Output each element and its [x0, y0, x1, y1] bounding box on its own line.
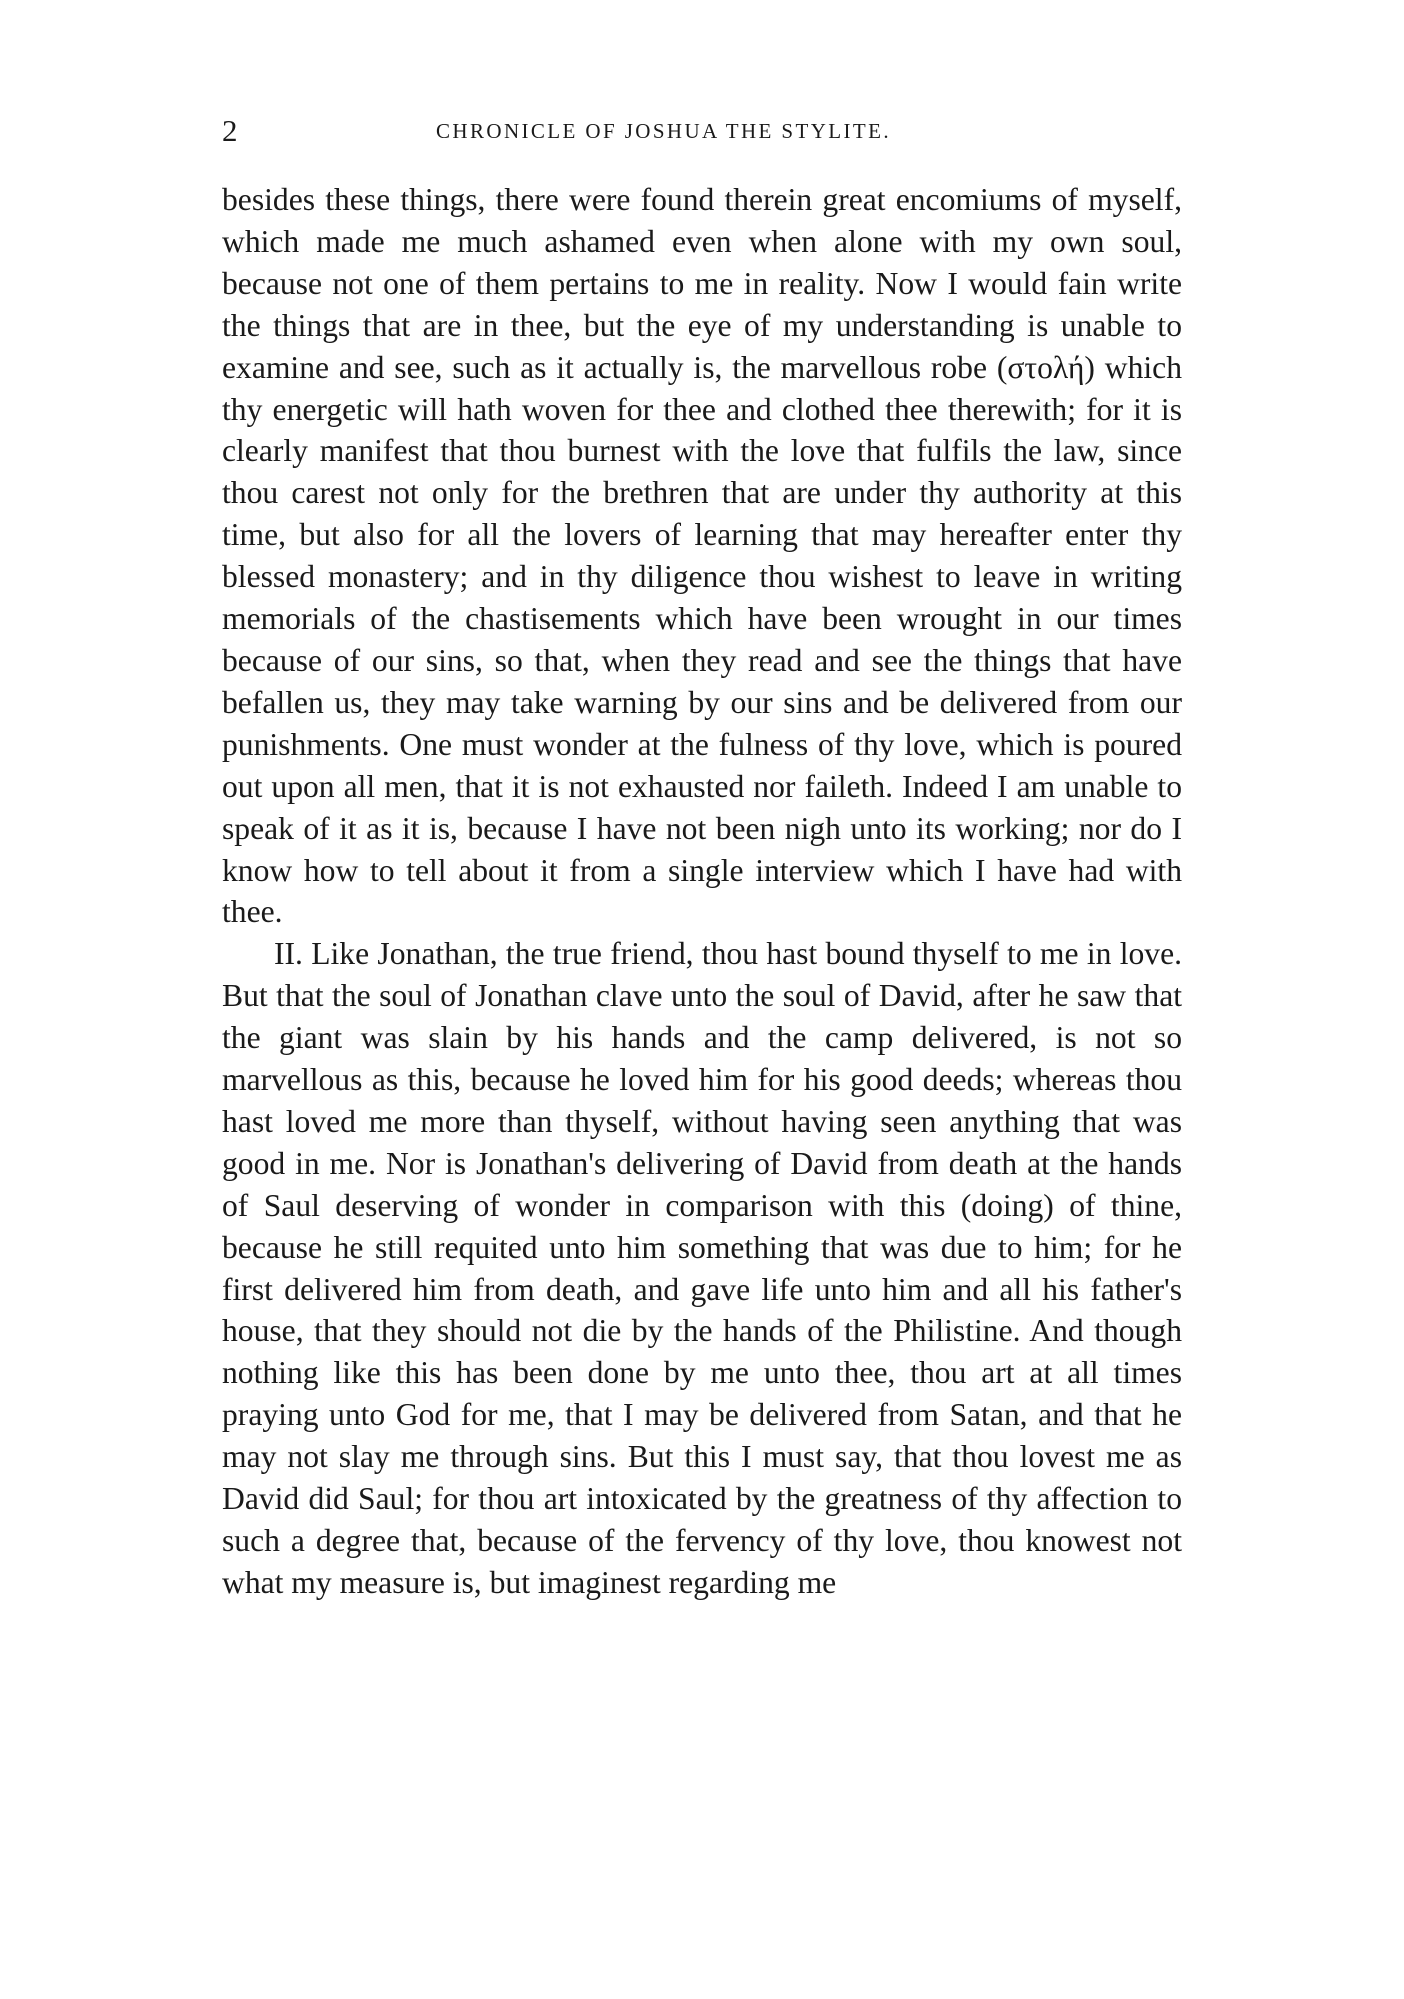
running-title: CHRONICLE OF JOSHUA THE STYLITE. [436, 119, 892, 143]
page-number: 2 [222, 113, 238, 148]
running-head [222, 113, 1182, 161]
paragraph-section-ii: II. Like Jonathan, the true friend, thou hast bound thyself to me in love. But that the soul of Jonathan clave unto the soul of David, after he saw that the giant was slain by his hands and the camp delivered, is not so marvellous as this, because he loved him for his good deeds; whereas thou hast loved me more than thyself, without having seen anything that was good in me. Nor is Jonathan's delivering of David from death at the hands of Saul deserving of wonder in comparison with this (doing) of thine, because he still requited unto him something that was due to him; for he first delivered him from death, and gave life unto him and all his father's house, that they should not die by the hands of the Philistine. And though nothing like this has been done by me unto thee, thou art at all times praying unto God for me, that I may be delivered from Satan, and that he may not slay me through sins. But this I must say, that thou lovest me as David did Saul; for thou art intoxicated by the greatness of thy affection to such a degree that, because of the fervency of thy love, thou knowest not what my measure is, but imaginest regarding me [222, 936, 1182, 1600]
body-text [222, 179, 1182, 1604]
paragraph-continuation: besides these things, there were found therein great encomiums of myself, which made me much ashamed even when alone with my own soul, because not one of them pertains to me in reality. Now I would fain write the things that are in thee, but the eye of my understanding is unable to examine and see, such as it actually is, the marvellous robe (στολή) which thy energetic will hath woven for thee and clothed thee therewith; for it is clearly manifest that thou burnest with the love that fulfils the law, since thou carest not only for the brethren that are under thy authority at this time, but also for all the lovers of learning that may hereafter enter thy blessed monastery; and in thy diligence thou wishest to leave in writing memorials of the chastisements which have been wrought in our times because of our sins, so that, when they read and see the things that have befallen us, they may take warning by our sins and be delivered from our punishments. One must wonder at the fulness of thy love, which is poured out upon all men, that it is not exhausted nor faileth. Indeed I am unable to speak of it as it is, because I have not been nigh unto its working; nor do I know how to tell about it from a single interview which I have had with thee. [222, 182, 1182, 930]
book-page [222, 113, 1182, 1604]
